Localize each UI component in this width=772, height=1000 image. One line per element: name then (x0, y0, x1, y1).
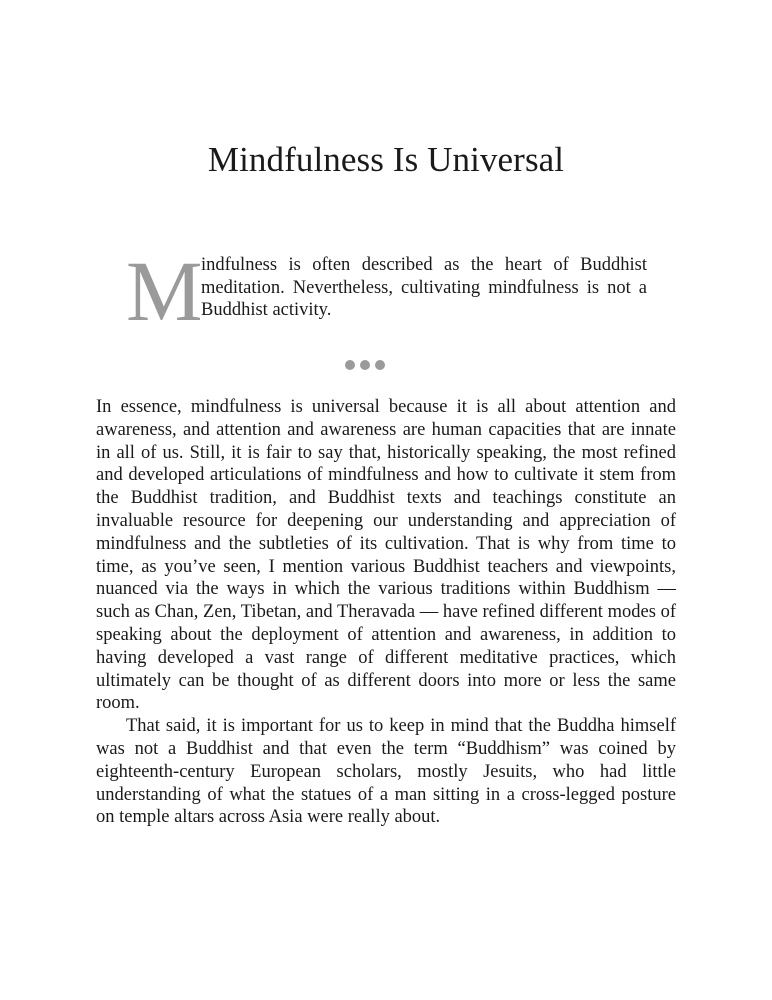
three-dots-ornament-icon (345, 359, 385, 371)
epigraph-text: indfulness is often described as the heart of Buddhist meditation. Nevertheless, cultivating mindfulness is not a Buddhist activity. (201, 255, 647, 320)
epigraph (126, 243, 647, 339)
chapter-title: Mindfulness Is Universal (207, 140, 565, 179)
ornament-dot-icon (375, 360, 385, 370)
ornament-dot-icon (360, 360, 370, 370)
body-paragraph: That said, it is important for us to keep in mind that the Buddha himself was not a Buddhist and that even the term “Buddhism” was coined by eighteenth-century European scholars, mostly Jesuits, who had little understanding of what the statues of a man sitting in a cross-legged posture on temple altars across Asia were really about. (96, 716, 676, 828)
ornament-dot-icon (345, 360, 355, 370)
body-text (96, 396, 676, 829)
body-paragraph: In essence, mindfulness is universal because it is all about attention and awareness, and attention and awareness are human capacities that are innate in all of us. Still, it is fair to say that, historically speaking, the most refined and developed articulations of mindfulness and how to cultivate it stem from the Buddhist tradition, and Buddhist texts and teachings constitute an invaluable resource for deepening our understanding and appreciation of mindfulness and the subtleties of its cultivation. That is why from time to time, as you’ve seen, I mention various Buddhist teachers and viewpoints, nuanced via the ways in which the various traditions within Buddhism — such as Chan, Zen, Tibetan, and Theravada — have refined different modes of speaking about the deployment of attention and awareness, in addition to having developed a vast range of different meditative practices, which ultimately can be thought of as different doors into more or less the same room. (96, 397, 676, 714)
drop-cap: M (126, 243, 203, 339)
